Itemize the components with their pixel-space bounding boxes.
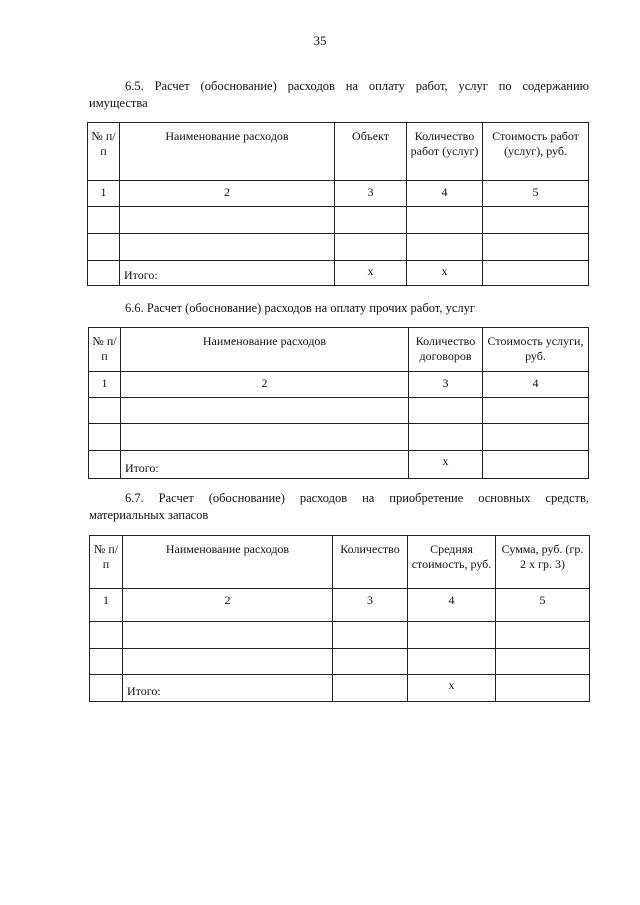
table-6-6	[88, 327, 589, 479]
section-6-7-heading-line2: материальных запасов	[89, 508, 209, 522]
column-header-number: № п/п	[88, 123, 120, 181]
table-total-row	[89, 451, 589, 479]
column-number: 1	[89, 372, 121, 398]
table-cell	[88, 234, 120, 261]
total-mark: x	[407, 261, 483, 286]
table-header-row	[89, 328, 589, 372]
table-total-row	[88, 261, 589, 286]
table-numbering-row	[90, 589, 590, 622]
section-6-7-heading-line1: 6.7. Расчет (обоснование) расходов на приобретение основных средств,	[125, 491, 589, 505]
table-cell	[409, 398, 483, 424]
table-cell	[483, 234, 589, 261]
table-cell	[120, 207, 335, 234]
total-label: Итого:	[121, 451, 409, 479]
section-6-7-heading	[89, 490, 589, 524]
total-label: Итого:	[120, 261, 335, 286]
column-number: 4	[483, 372, 589, 398]
column-header-work-cost: Стоимость работ (услуг), руб.	[483, 123, 589, 181]
table-cell	[120, 234, 335, 261]
total-mark: x	[408, 675, 496, 702]
column-header-work-quantity: Количество работ (услуг)	[407, 123, 483, 181]
table-cell	[89, 424, 121, 451]
column-number: 4	[407, 181, 483, 207]
table-row	[90, 649, 590, 675]
table-cell	[333, 649, 408, 675]
table-cell	[123, 649, 333, 675]
column-header-expense-name: Наименование расходов	[120, 123, 335, 181]
table-cell	[407, 234, 483, 261]
table-numbering-row	[88, 181, 589, 207]
section-6-5-heading-line1: 6.5. Расчет (обоснование) расходов на оплату работ, услуг по содержанию	[125, 79, 589, 93]
table-cell	[121, 424, 409, 451]
column-header-expense-name: Наименование расходов	[121, 328, 409, 372]
section-6-6-heading	[89, 300, 589, 317]
total-mark: x	[409, 451, 483, 479]
table-total-row	[90, 675, 590, 702]
table-header-row	[88, 123, 589, 181]
table-cell	[483, 398, 589, 424]
column-header-number: № п/п	[89, 328, 121, 372]
table-row	[88, 234, 589, 261]
column-number: 3	[409, 372, 483, 398]
column-header-sum: Сумма, руб. (гр. 2 х гр. 3)	[496, 536, 590, 589]
column-number: 3	[335, 181, 407, 207]
table-6-5	[87, 122, 589, 286]
table-cell	[409, 424, 483, 451]
table-cell	[90, 622, 123, 649]
table-cell	[88, 207, 120, 234]
column-number: 4	[408, 589, 496, 622]
column-header-average-cost: Средняя стоимость, руб.	[408, 536, 496, 589]
total-mark	[483, 261, 589, 286]
column-header-contract-count: Количество договоров	[409, 328, 483, 372]
section-6-5-heading-line2: имущества	[89, 96, 148, 110]
section-6-6-heading-line1: 6.6. Расчет (обоснование) расходов на оплату прочих работ, услуг	[125, 301, 475, 315]
table-cell	[408, 649, 496, 675]
column-number: 5	[496, 589, 590, 622]
section-6-5-heading	[89, 78, 589, 112]
column-number: 5	[483, 181, 589, 207]
table-cell	[407, 207, 483, 234]
column-header-expense-name: Наименование расходов	[123, 536, 333, 589]
table-cell	[335, 234, 407, 261]
table-cell	[483, 207, 589, 234]
column-number: 3	[333, 589, 408, 622]
table-row	[89, 424, 589, 451]
column-header-quantity: Количество	[333, 536, 408, 589]
total-mark: x	[335, 261, 407, 286]
column-header-service-cost: Стоимость услуги, руб.	[483, 328, 589, 372]
table-cell	[123, 622, 333, 649]
table-numbering-row	[89, 372, 589, 398]
table-cell	[90, 649, 123, 675]
table-row	[89, 398, 589, 424]
table-cell	[408, 622, 496, 649]
total-mark	[496, 675, 590, 702]
total-mark	[483, 451, 589, 479]
table-cell	[121, 398, 409, 424]
table-row	[88, 207, 589, 234]
column-number: 2	[120, 181, 335, 207]
column-header-number: № п/п	[90, 536, 123, 589]
table-cell	[496, 622, 590, 649]
table-row	[90, 622, 590, 649]
table-cell	[333, 622, 408, 649]
table-header-row	[90, 536, 590, 589]
table-cell	[89, 451, 121, 479]
column-number: 2	[121, 372, 409, 398]
page-number: 35	[313, 33, 327, 48]
column-number: 2	[123, 589, 333, 622]
column-number: 1	[90, 589, 123, 622]
table-cell	[88, 261, 120, 286]
table-cell	[89, 398, 121, 424]
total-label: Итого:	[123, 675, 333, 702]
table-cell	[90, 675, 123, 702]
table-6-7	[89, 535, 590, 702]
table-cell	[496, 649, 590, 675]
table-cell	[335, 207, 407, 234]
table-cell	[483, 424, 589, 451]
total-mark	[333, 675, 408, 702]
column-number: 1	[88, 181, 120, 207]
column-header-object: Объект	[335, 123, 407, 181]
